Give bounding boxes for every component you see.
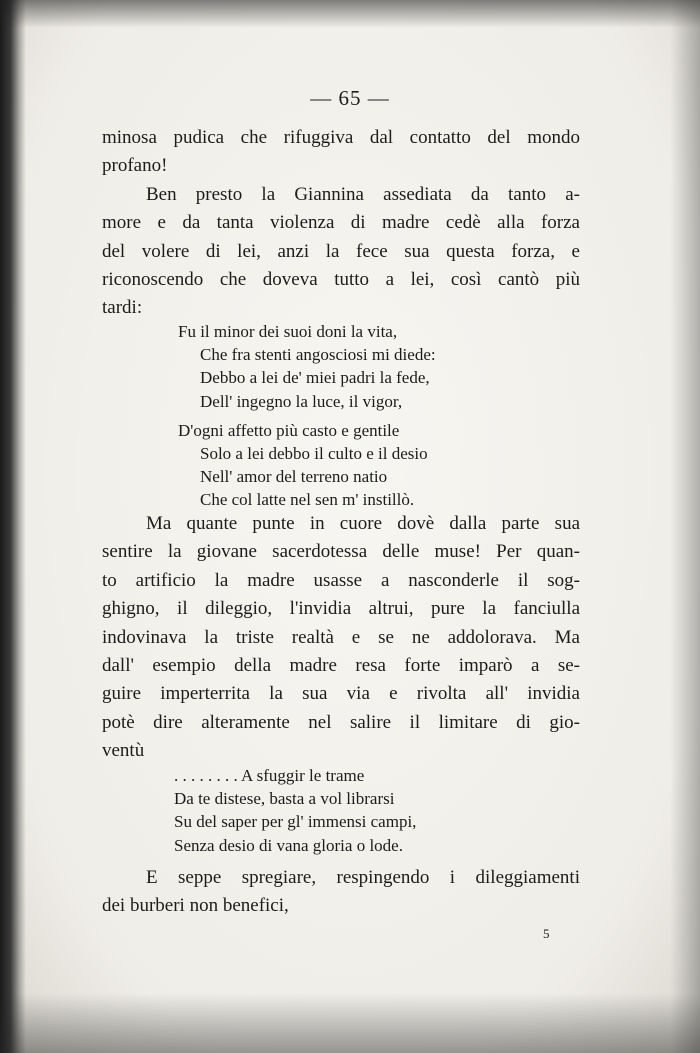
text-line: tardi:	[102, 297, 143, 319]
verse-line: Dell' ingegno la luce, il vigor,	[200, 391, 403, 411]
signature-mark: 5	[543, 926, 550, 941]
paragraph-2	[102, 510, 580, 766]
page-edge-shadow-left	[0, 0, 26, 1053]
text-line: sentire la giovane sacerdotessa delle muse! Per quan-	[102, 541, 580, 563]
verse-line: . . . . . . . . A sfuggir le trame	[174, 766, 365, 785]
page-number: — 65 —	[310, 86, 390, 110]
verse-quotation-2	[174, 764, 416, 857]
text-line: potè dire alteramente nel salire il limitare di gio-	[102, 711, 580, 733]
verse-quotation-1	[178, 320, 436, 512]
page-edge-shadow-top	[0, 0, 700, 28]
paragraph-3	[102, 864, 580, 921]
text-line: Ma quante punte in cuore dovè dalla parte sua	[146, 513, 580, 534]
page-edge-shadow-right	[670, 0, 700, 1053]
text-line: guire imperterrita la sua via e rivolta all' invidia	[102, 683, 580, 705]
text-line: Ben presto la Giannina assediata da tanto a-	[146, 183, 580, 205]
text-line: minosa pudica che rifuggiva dal contatto del mondo	[102, 127, 580, 148]
text-line: dei burberi non benefici,	[102, 895, 289, 917]
text-line: ghigno, il dileggio, l'invidia altrui, pure la fanciulla	[102, 598, 580, 620]
text-line: ventù	[102, 740, 145, 762]
verse-line: Che fra stenti angosciosi mi diede:	[200, 345, 436, 365]
verse-line: Che col latte nel sen m' instillò.	[200, 490, 415, 510]
verse-line: Fu il minor dei suoi doni la vita,	[178, 322, 398, 341]
verse-line: Da te distese, basta a vol librarsi	[174, 789, 395, 809]
text-line: profano!	[102, 155, 168, 177]
verse-line: Su del saper per gl' immensi campi,	[174, 812, 417, 832]
text-line: riconoscendo che doveva tutto a lei, così cantò più	[102, 269, 580, 291]
text-line: indovinava la triste realtà e se ne addolorava. Ma	[102, 626, 580, 648]
verse-line: Debbo a lei de' miei padri la fede,	[200, 368, 430, 388]
page-edge-shadow-bottom	[0, 993, 700, 1053]
text-line: dall' esempio della madre resa forte imparò a se-	[102, 655, 580, 677]
text-line: del volere di lei, anzi la fece sua questa forza, e	[102, 240, 580, 262]
verse-line: Nell' amor del terreno natio	[200, 467, 388, 487]
verse-line: Senza desio di vana gloria o lode.	[174, 835, 403, 855]
text-line: E seppe spregiare, respingendo i dileggiamenti	[146, 867, 580, 888]
paragraph-1	[102, 124, 580, 323]
verse-line: Solo a lei debbo il culto e il desio	[200, 444, 428, 464]
text-line: more e da tanta violenza di madre cedè alla forza	[102, 212, 580, 234]
verse-line: D'ogni affetto più casto e gentile	[178, 420, 400, 440]
text-line: to artificio la madre usasse a nasconderle il sog-	[102, 569, 580, 591]
